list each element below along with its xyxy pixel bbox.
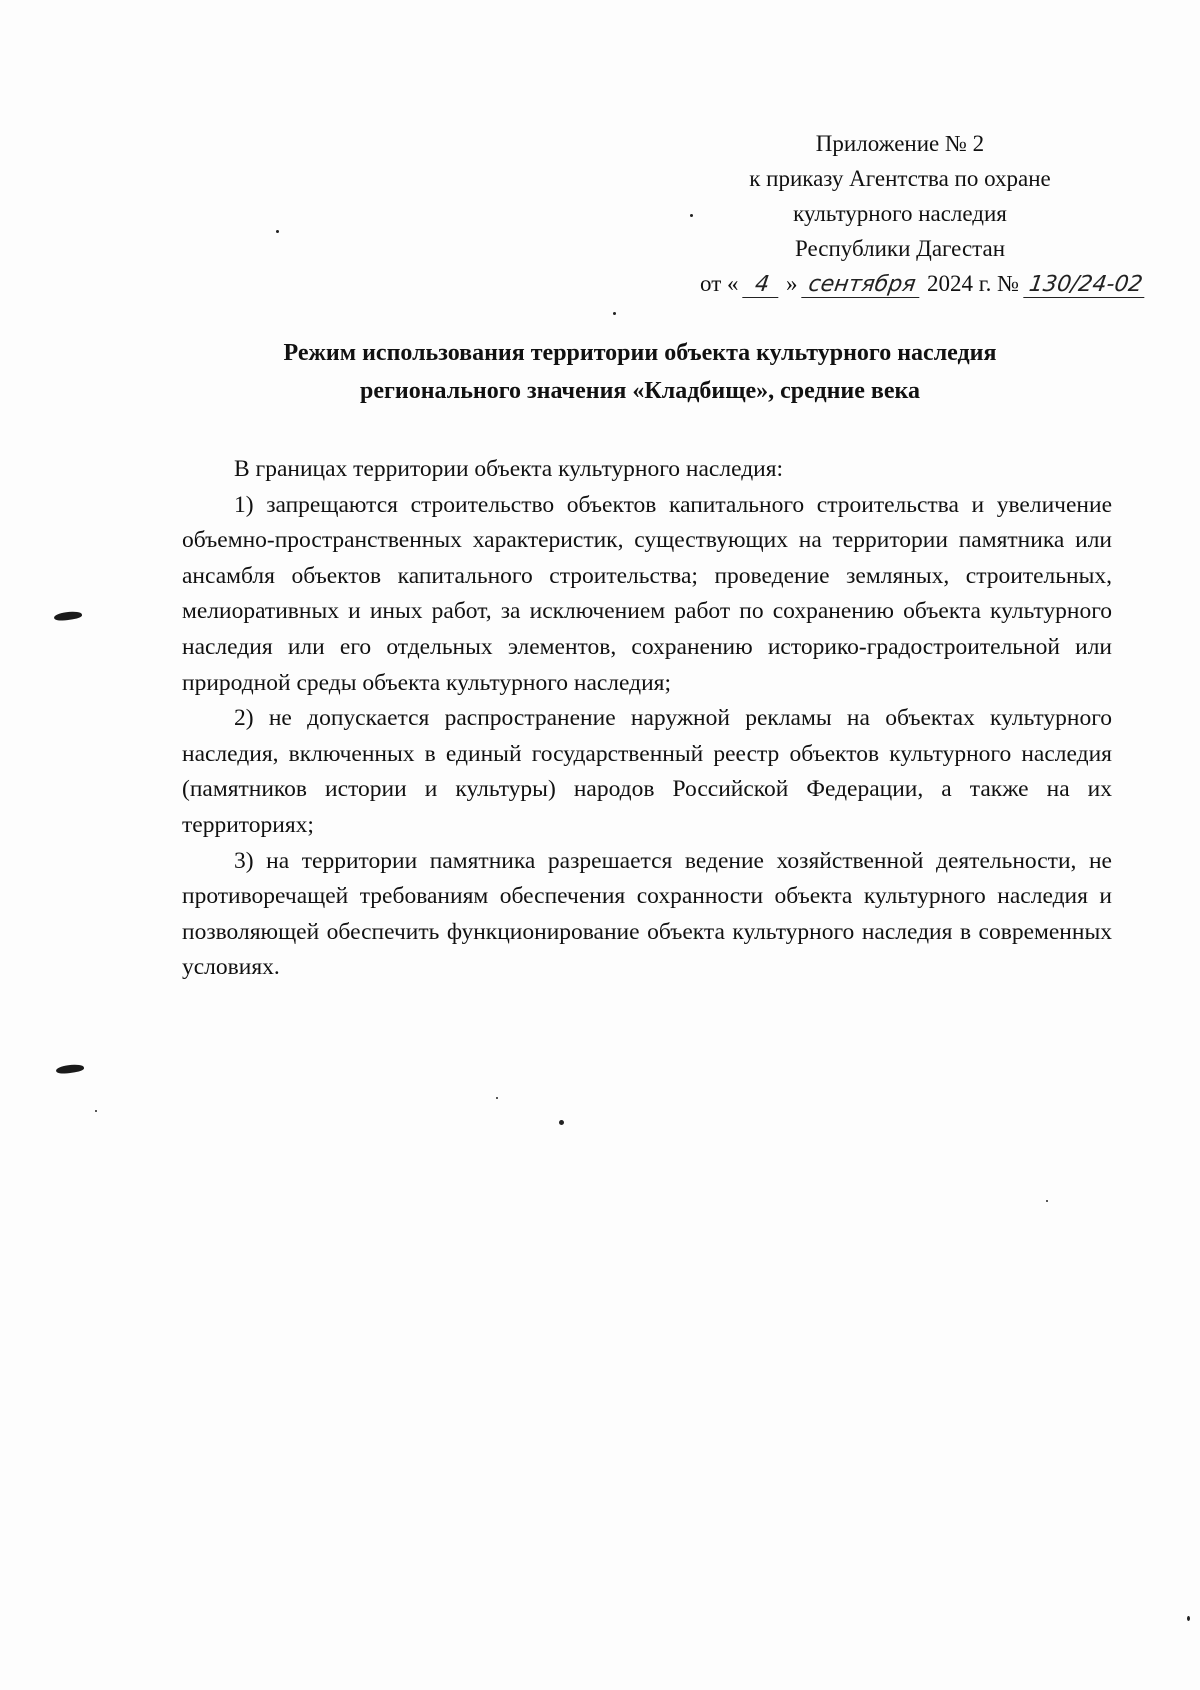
handwritten-day: 4	[742, 273, 782, 298]
appendix-header	[700, 126, 1145, 301]
scan-speck	[1187, 1616, 1190, 1621]
scan-mark	[54, 610, 83, 622]
scan-speck	[559, 1120, 564, 1125]
scan-speck	[1046, 1200, 1048, 1202]
scan-speck	[613, 312, 616, 315]
body-item-1: 1) запрещаются строительство объектов капитального строительства и увеличение объемно-пространственных характеристик, существующих на территории памятника или ансамбля объектов капитального строительства; проведение земляных, строительных, мелиоративных и иных работ, за исключением работ по сохранению объекта культурного наследия или его отдельных элементов, сохранению историко-градостроительной или природной среды объекта культурного наследия;	[182, 491, 1112, 696]
appendix-order-ref: к приказу Агентства по охране	[749, 166, 1051, 191]
scan-mark	[56, 1063, 85, 1075]
number-prefix: №	[997, 271, 1020, 296]
date-mid: »	[786, 271, 798, 296]
scan-speck	[276, 230, 279, 233]
date-prefix: от «	[700, 271, 739, 296]
body-item-3: 3) на территории памятника разрешается ведение хозяйственной деятельности, не противоречащей требованиям обеспечения сохранности объекта культурного наследия и позволяющей обеспечить функционирование объекта культурного наследия в современных условиях.	[182, 847, 1112, 981]
appendix-number: Приложение № 2	[815, 131, 985, 156]
appendix-republic: Республики Дагестан	[795, 236, 1005, 261]
document-body	[182, 452, 1112, 986]
scan-speck	[496, 1097, 498, 1099]
scan-speck	[690, 214, 693, 217]
appendix-agency-line: культурного наследия	[793, 201, 1007, 226]
document-title	[170, 334, 1110, 410]
handwritten-month: сентября	[801, 273, 923, 298]
body-intro: В границах территории объекта культурного наследия:	[234, 456, 784, 482]
title-line-1: Режим использования территории объекта культурного наследия	[283, 340, 997, 366]
date-year: 2024 г.	[927, 271, 992, 296]
scan-speck	[95, 1110, 97, 1112]
order-date-line	[700, 266, 1145, 301]
body-item-2: 2) не допускается распространение наружной рекламы на объектах культурного наследия, включенных в единый государственный реестр объектов культурного наследия (памятников истории и культуры) народов Российской Федерации, а также на их территориях;	[182, 705, 1112, 838]
handwritten-order-number: 130/24-02	[1023, 273, 1148, 298]
title-line-2: регионального значения «Кладбище», средние века	[359, 378, 920, 404]
